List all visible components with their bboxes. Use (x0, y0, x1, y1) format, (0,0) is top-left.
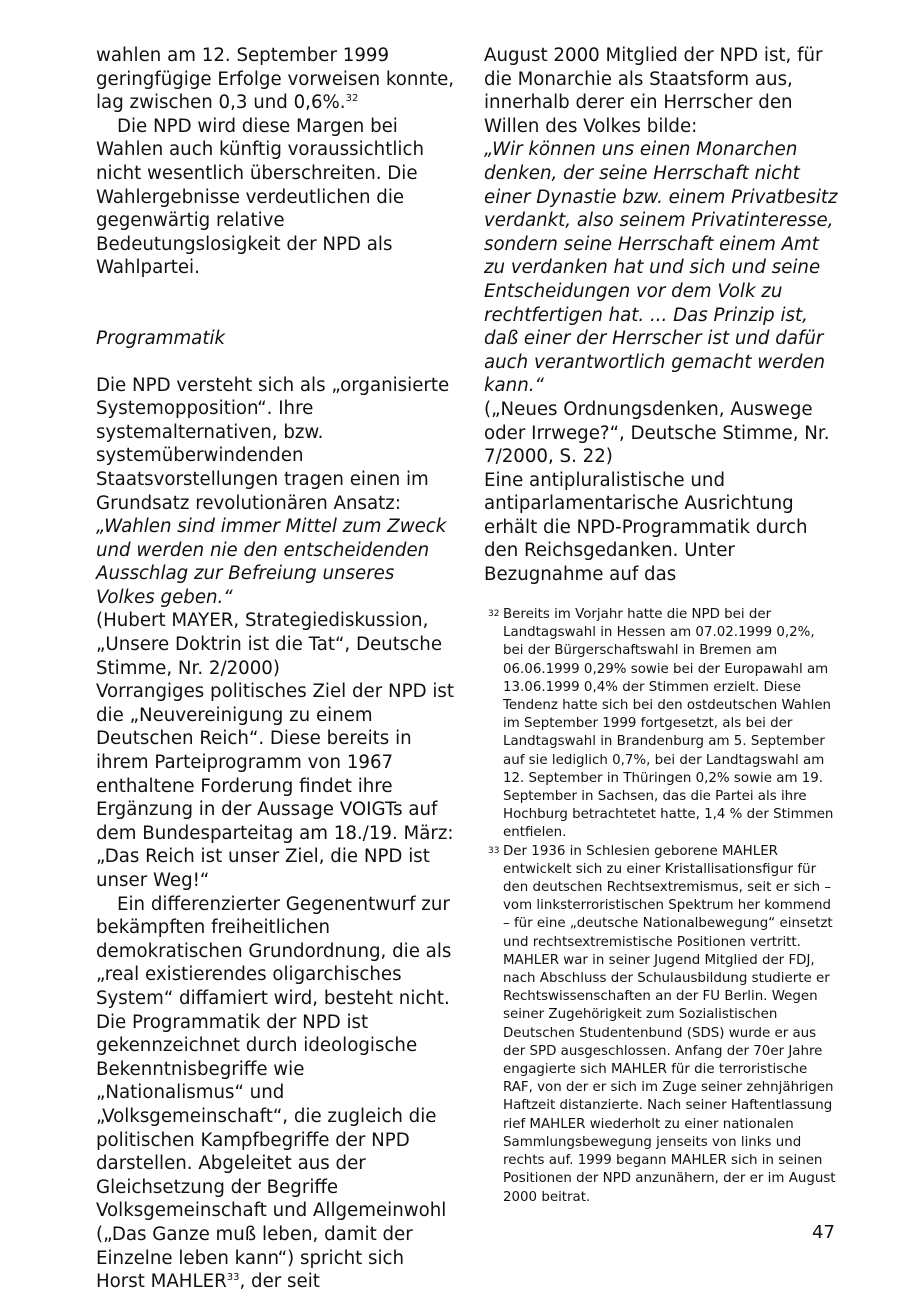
quote-monarch: „Wir können uns einen Monarchen denken, der seine Herrschaft nicht einer Dynastie bzw. einem Privatbesitz verdankt, also seinem Privatinteresse, sondern seine Herrschaft einem Amt zu verdanken hat und sich und seine Entscheidungen vor dem Volk zu rechtfertigen hat. ... Das Prinzip ist, daß einer der Herrscher ist und dafür auch verantwortlich gemacht werden kann.“ (484, 139, 838, 397)
footnotes (488, 606, 838, 1207)
paragraph-antipluralist: Eine antipluralistische und antiparlamentarische Ausrichtung erhält die NPD-Programmatik durch den Reichsgedanken. Unter Bezugnahme auf das (484, 469, 808, 586)
footnote-text: Bereits im Vorjahr hatte die NPD bei der Landtagswahl in Hessen am 07.02.1999 0,2%, bei der Bürgerschaftswahl in Bremen am 06.06.1999 0,29% sowie bei der Europawahl am 13.06.1999 0,4% der Stimmen erzielt. Diese Tendenz hatte sich bei den ostdeutschen Wahlen im September 1999 fortgesetzt, als bei der Landtagswahl in Brandenburg am 5. September auf sie lediglich 0,7%, bei der Landtagswahl am 12. September in Thüringen 0,2% sowie am 19. September in Sachsen, das die Partei als ihre Hochburg betrachtetet hatte, 1,4 % der Stimmen entfielen. (503, 607, 834, 841)
left-column (96, 44, 458, 1294)
footnote-number: 32 (488, 609, 500, 619)
paragraph-counter-draft: Ein differenzierter Gegenentwurf zur bekämpften freiheitlichen demokratischen Grundordnung, die als „real existierendes oligarchisches System“ diffamiert wird, besteht nicht. Die Programmatik der NPD ist gekennzeichnet durch ideologische Bekenntnisbegriffe wie „Nationalismus“ und „Volksgemeinschaft“, die zugleich die politischen Kampfbegriffe der NPD darstellen. Abgeleitet aus der Gleichsetzung der Begriffe Volksgemeinschaft und Allgemeinwohl („Das Ganze muß leben, damit der Einzelne leben kann“) spricht sich Horst MAHLER$^{33}$, der seit (96, 893, 452, 1293)
footnote-32 (488, 606, 838, 843)
page-number: 47 (812, 1222, 835, 1243)
right-column (484, 44, 839, 587)
quote-source-monarch: („Neues Ordnungsdenken, Auswege oder Irrwege?“, Deutsche Stimme, Nr. 7/2000, S. 22) (484, 398, 830, 468)
footnote-33 (488, 843, 838, 1207)
footnote-ref-33[interactable]: 33 (226, 1272, 240, 1284)
paragraph-election-results: wahlen am 12. September 1999 geringfügige Erfolge vorweisen konnte, lag zwischen 0,3 und 0,6%.$^{32}$ (96, 45, 455, 114)
quote-mayer: „Wahlen sind immer Mittel zum Zweck und werden nie den entscheidenden Ausschlag zur Befreiung unseres Volkes geben.“ (96, 516, 447, 608)
footnote-number: 33 (488, 845, 500, 856)
paragraph-margins: Die NPD wird diese Margen bei Wahlen auch künftig voraussichtlich nicht wesentlich überschreiten. Die Wahlergebnisse verdeutlichen die gegenwärtig relative Bedeutungslosigkeit der NPD als Wahlpartei. (96, 115, 424, 279)
paragraph-monarchy: August 2000 Mitglied der NPD ist, für die Monarchie als Staatsform aus, innerhalb derer ein Herrscher den Willen des Volkes bilde: (484, 45, 823, 137)
quote-source-mayer: (Hubert MAYER, Strategiediskussion, „Unsere Doktrin ist die Tat“, Deutsche Stimme, Nr. 2/2000) (96, 610, 443, 679)
footnote-ref-32[interactable]: 32 (345, 93, 359, 105)
footnote-text: Der 1936 in Schlesien geborene MAHLER entwickelt sich zu einer Kristallisationsfigur für den deutschen Rechtsextremismus, seit er sich – vom linksterroristischen Spektrum her kommend – für eine „deutsche Nationalbewegung“ einsetzt und rechtsextremistische Positionen vertritt. MAHLER war in seiner Jugend Mitglied der FDJ, nach Abschluss der Schulausbildung studierte er Rechtswissenschaften an der FU Berlin. Wegen seiner Zugehörigkeit zum Sozialistischen Deutschen Studentenbund (SDS) wurde er aus der SPD ausgeschlossen. Anfang der 70er Jahre engagierte sich MAHLER für die terroristische RAF, von der er sich im Zuge seiner zehnjährigen Haftzeit distanzierte. Nach seiner Haftentlassung rief MAHLER wiederholt zu einer nationalen Sammlungsbewegung jenseits von links und rechts auf. 1999 begann MAHLER sich in seinen Positionen der NPD anzunähern, der er im August 2000 beitrat. (503, 843, 836, 1205)
paragraph-reich-goal: Vorrangiges politisches Ziel der NPD ist die „Neuvereinigung zu einem Deutschen Reich“. Diese bereits in ihrem Parteiprogramm von 1967 enthaltene Forderung findet ihre Ergänzung in der Aussage VOIGTs auf dem Bundesparteitag am 18./19. März: „Das Reich ist unser Ziel, die NPD ist unser Weg!“ (96, 681, 455, 891)
paragraph-system-opposition: Die NPD versteht sich als „organisierte Systemopposition“. Ihre systemalternativen, bzw. systemüberwindenden Staatsvorstellungen tragen einen im Grundsatz revolutionären Ansatz: (96, 374, 450, 514)
section-heading-programmatik: Programmatik (96, 327, 226, 349)
